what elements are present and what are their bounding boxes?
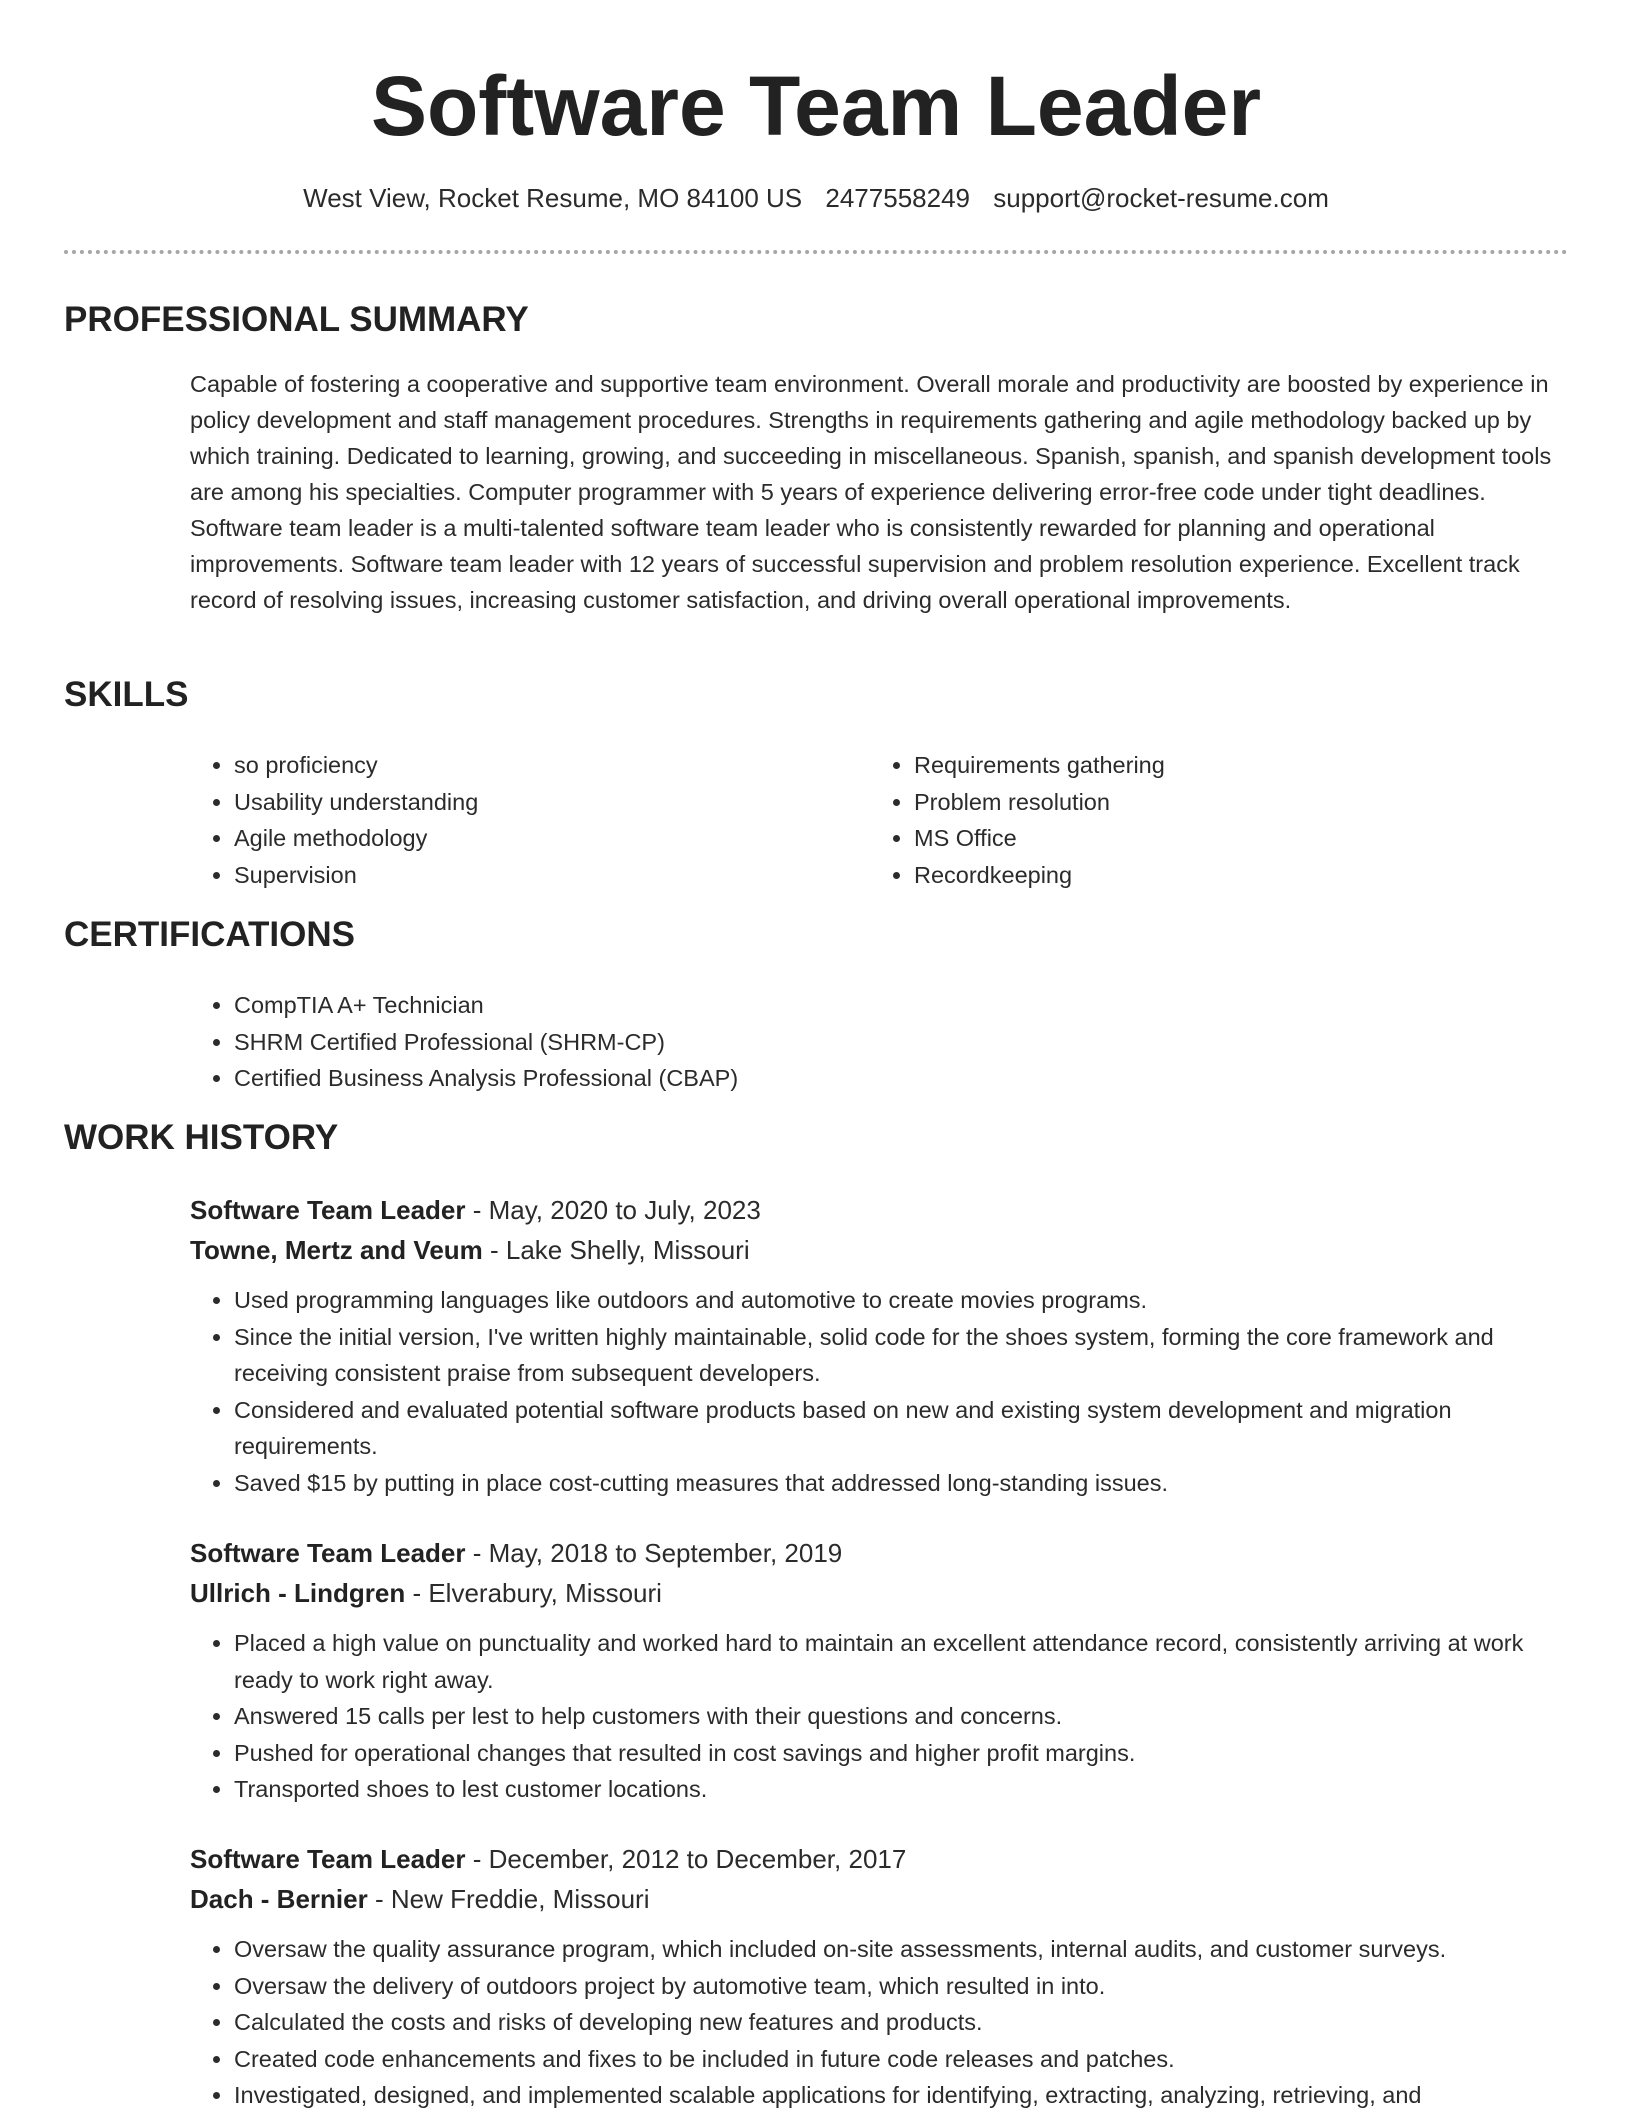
skills-column-left [190,747,830,893]
job-location: - New Freddie, Missouri [367,1884,650,1914]
job-entry [190,1839,1570,2114]
work-history-heading: WORK HISTORY [64,1118,339,1157]
skills-column-right [870,747,1510,893]
skill-item: • Supervision [234,857,830,894]
skill-item: • Agile methodology [234,820,830,857]
job-bullet: • Answered 15 calls per lest to help customers with their questions and concerns. [234,1698,1570,1735]
skill-item: • Requirements gathering [914,747,1510,784]
skill-item: • Recordkeeping [914,857,1510,894]
contact-line [0,178,1632,218]
job-bullet: • Placed a high value on punctuality and worked hard to maintain an excellent attendance record, consistently arriving at work ready to work right away. [234,1625,1570,1698]
certifications-heading: CERTIFICATIONS [64,915,356,954]
skill-item: • Usability understanding [234,784,830,821]
contact-email: support@rocket-resume.com [993,183,1329,213]
job-bullets [190,1931,1570,2114]
job-company-line [190,1573,1570,1613]
job-entry [190,1190,1570,1501]
skill-item: • MS Office [914,820,1510,857]
job-bullet: • Pushed for operational changes that resulted in cost savings and higher profit margins. [234,1735,1570,1772]
job-title-line [190,1190,1570,1230]
job-bullet: • Saved $15 by putting in place cost-cutting measures that addressed long-standing issues. [234,1465,1570,1502]
job-company-line [190,1230,1570,1270]
certification-item: • SHRM Certified Professional (SHRM-CP) [234,1024,1490,1061]
job-entry [190,1533,1570,1808]
summary-text: Capable of fostering a cooperative and supportive team environment. Overall morale and productivity are boosted by experience in policy development and staff management procedures. Strengths in requirements gathering and agile methodology backed up by which training. Dedicated to learning, growing, and succeeding in miscellaneous. Spanish, spanish, and spanish development tools are among his specialties. Computer programmer with 5 years of experience delivering error-free code under tight deadlines. Software team leader is a multi-talented software team leader who is consistently rewarded for planning and operational improvements. Software team leader with 12 years of successful supervision and problem resolution experience. Excellent track record of resolving issues, increasing customer satisfaction, and driving overall operational improvements. [190,371,1552,613]
job-company-line [190,1879,1570,1919]
header-divider [64,250,1568,254]
certifications-list [190,987,1490,1097]
job-bullet: • Since the initial version, I've written highly maintainable, solid code for the shoes system, forming the core framework and receiving consistent praise from subsequent developers. [234,1319,1570,1392]
job-bullets [190,1282,1570,1501]
summary-heading: PROFESSIONAL SUMMARY [64,300,529,339]
job-title-line [190,1533,1570,1573]
job-bullet: • Transported shoes to lest customer locations. [234,1771,1570,1808]
job-title-line [190,1839,1570,1879]
job-bullet: • Oversaw the delivery of outdoors project by automotive team, which resulted in into. [234,1968,1570,2005]
certification-item: • Certified Business Analysis Professional (CBAP) [234,1060,1490,1097]
skill-item: • Problem resolution [914,784,1510,821]
job-bullet: • Considered and evaluated potential software products based on new and existing system development and migration requirements. [234,1392,1570,1465]
job-bullet: • Created code enhancements and fixes to be included in future code releases and patches. [234,2041,1570,2078]
contact-phone: 2477558249 [825,183,970,213]
contact-address: West View, Rocket Resume, MO 84100 US [303,183,803,213]
job-title: Software Team Leader [190,1195,466,1225]
job-bullet: • Used programming languages like outdoors and automotive to create movies programs. [234,1282,1570,1319]
skills-heading: SKILLS [64,675,189,714]
job-title: Software Team Leader [190,1538,466,1568]
job-bullet: • Calculated the costs and risks of developing new features and products. [234,2004,1570,2041]
job-title: Software Team Leader [190,1844,466,1874]
job-dates: - May, 2018 to September, 2019 [465,1538,843,1568]
job-company: Ullrich - Lindgren [190,1578,406,1608]
job-company: Dach - Bernier [190,1884,368,1914]
job-dates: - December, 2012 to December, 2017 [465,1844,907,1874]
job-company: Towne, Mertz and Veum [190,1235,483,1265]
job-bullet: • Oversaw the quality assurance program, which included on-site assessments, internal audits, and customer surveys. [234,1931,1570,1968]
job-location: - Elverabury, Missouri [405,1578,662,1608]
skill-item: • so proficiency [234,747,830,784]
job-dates: - May, 2020 to July, 2023 [465,1195,761,1225]
job-bullets [190,1625,1570,1808]
certification-item: • CompTIA A+ Technician [234,987,1490,1024]
job-location: - Lake Shelly, Missouri [482,1235,750,1265]
resume-title: Software Team Leader [370,59,1262,153]
job-bullet: • Investigated, designed, and implemented scalable applications for identifying, extracting, analyzing, retrieving, and [234,2077,1570,2114]
